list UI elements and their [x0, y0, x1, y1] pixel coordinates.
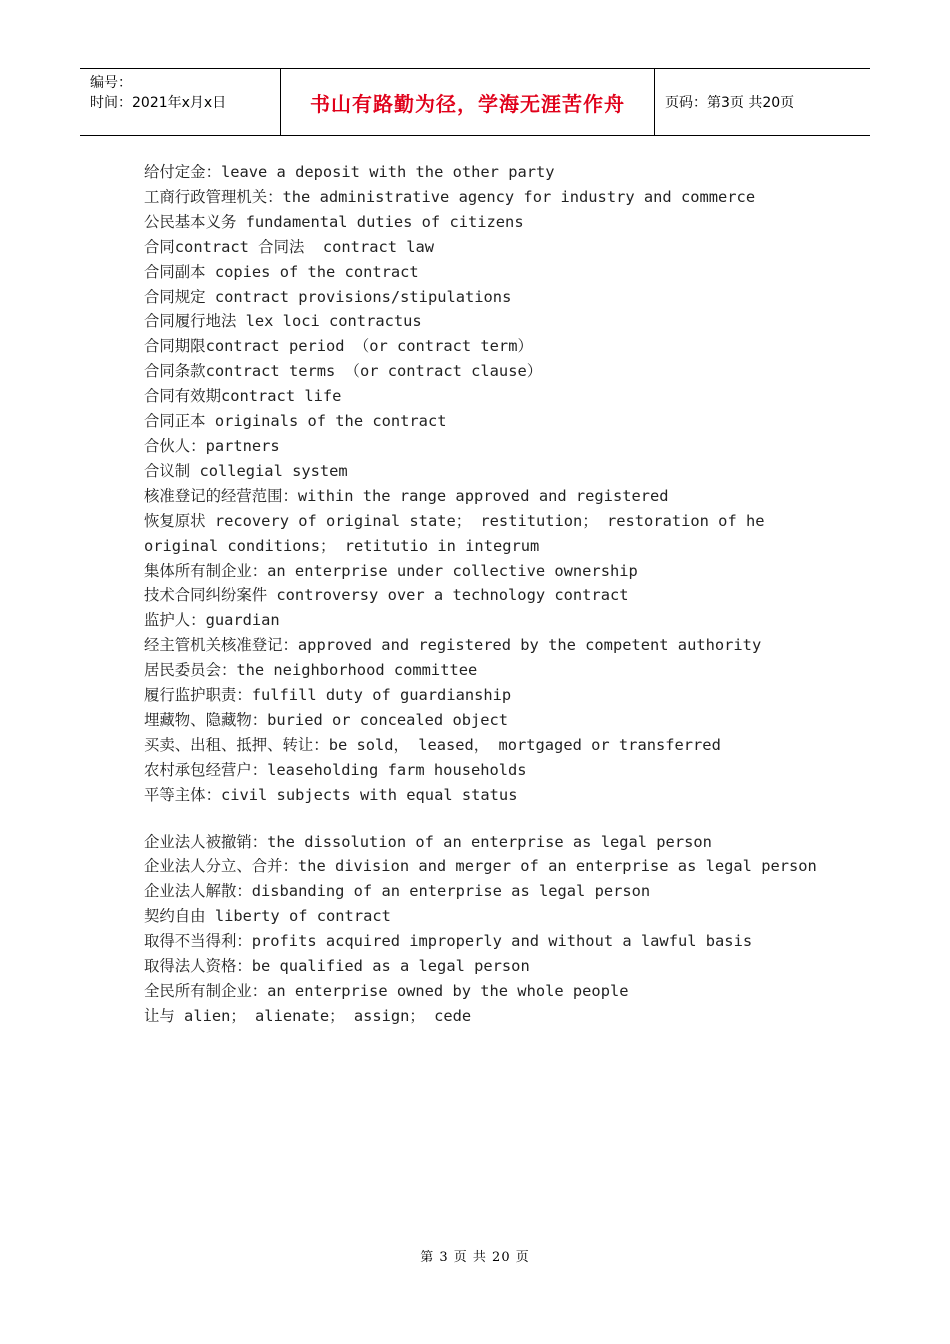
glossary-entry: 居民委员会：the neighborhood committee	[144, 661, 478, 680]
glossary-entry: 平等主体：civil subjects with equal status	[144, 785, 518, 804]
footer-page-number: 第 3 页 共 20 页	[420, 1250, 530, 1265]
glossary-entry: 埋藏物、隐藏物：buried or concealed object	[144, 710, 509, 729]
header-page-info: 页码：第3页 共20页	[665, 95, 795, 111]
glossary-entry: 买卖、出租、抵押、转让：be sold， leased， mortgaged or transferred	[144, 735, 721, 754]
document-number-label: 编号：	[90, 75, 132, 91]
glossary-entry: 恢复原状 recovery of original state； restitution； restoration of he original conditions； retitutio in integrum	[144, 511, 774, 555]
glossary-entry: 农村承包经营户：leaseholding farm households	[144, 760, 527, 779]
glossary-entry: 合同有效期contract life	[144, 387, 342, 406]
glossary-entry: 合议制 collegial system	[144, 461, 348, 480]
page-footer	[0, 1246, 950, 1265]
glossary-entry: 企业法人解散：disbanding of an enterprise as legal person	[144, 882, 651, 901]
glossary-entry: 契约自由 liberty of contract	[144, 907, 391, 926]
glossary-entry: 监护人：guardian	[144, 611, 280, 630]
glossary-entry: 集体所有制企业：an enterprise under collective ownership	[144, 561, 638, 580]
glossary-entry: 合同contract 合同法 contract law	[144, 237, 435, 256]
glossary-entry: 工商行政管理机关：the administrative agency for industry and commerce	[144, 187, 756, 206]
glossary-entry: 履行监护职责：fulfill duty of guardianship	[144, 686, 512, 705]
glossary-entry: 核准登记的经营范围：within the range approved and registered	[144, 486, 669, 505]
header-meta-cell	[80, 69, 281, 135]
glossary-entry: 合同正本 originals of the contract	[144, 412, 447, 431]
glossary-body	[144, 160, 824, 1029]
glossary-entry: 公民基本义务 fundamental duties of citizens	[144, 212, 524, 231]
group-spacer	[144, 808, 824, 830]
glossary-entry: 合伙人：partners	[144, 436, 280, 455]
document-header	[80, 68, 870, 136]
header-motto: 书山有路勤为径，学海无涯苦作舟	[310, 91, 625, 116]
glossary-entry: 让与 alien； alienate； assign； cede	[144, 1006, 472, 1025]
glossary-group-2	[144, 830, 824, 1029]
glossary-entry: 合同履行地法 lex loci contractus	[144, 312, 422, 331]
document-date: 时间：2021年x月x日	[90, 95, 227, 111]
glossary-entry: 取得不当得利：profits acquired improperly and without a lawful basis	[144, 932, 753, 951]
glossary-entry: 合同规定 contract provisions/stipulations	[144, 287, 512, 306]
glossary-entry: 给付定金：leave a deposit with the other party	[144, 163, 555, 181]
glossary-entry: 企业法人分立、合并：the division and merger of an enterprise as legal person	[144, 857, 817, 876]
glossary-entry: 合同副本 copies of the contract	[144, 262, 419, 281]
glossary-entry: 合同条款contract terms （or contract clause）	[144, 362, 543, 381]
header-motto-cell	[281, 69, 655, 135]
glossary-entry: 取得法人资格：be qualified as a legal person	[144, 957, 530, 976]
glossary-entry: 全民所有制企业：an enterprise owned by the whole people	[144, 982, 629, 1000]
glossary-entry: 技术合同纠纷案件 controversy over a technology contract	[144, 586, 629, 605]
glossary-group-1	[144, 160, 824, 808]
header-page-cell	[655, 69, 870, 135]
glossary-entry: 合同期限contract period （or contract term）	[144, 337, 533, 356]
glossary-entry: 经主管机关核准登记：approved and registered by the competent authority	[144, 636, 762, 655]
glossary-entry: 企业法人被撤销：the dissolution of an enterprise as legal person	[144, 832, 712, 851]
